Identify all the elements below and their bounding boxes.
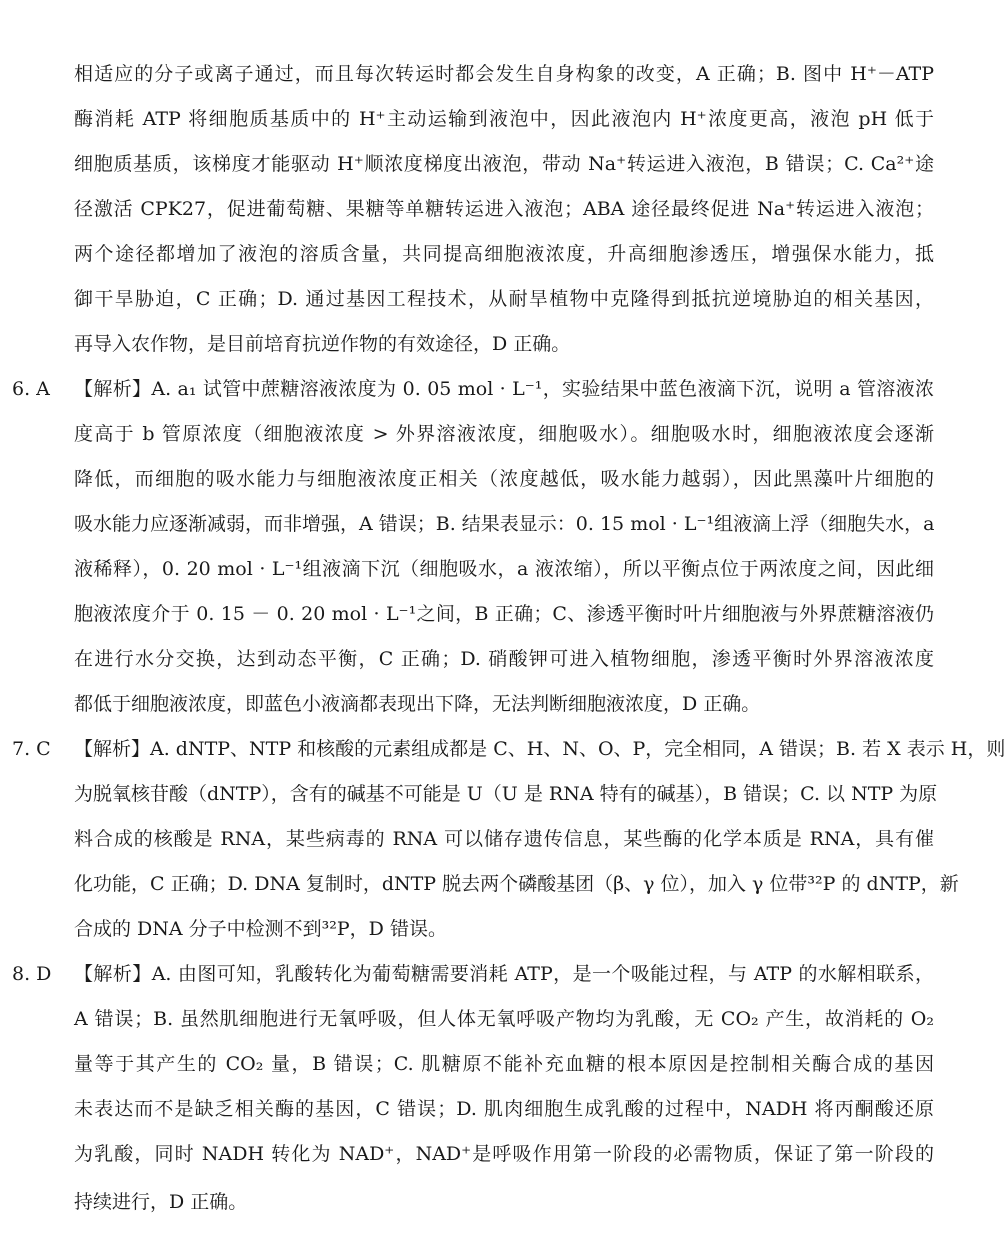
q7-line: 【解析】A. dNTP、NTP 和核酸的元素组成都是 C、H、N、O、P，完全相同，A 错误；B. 若 X 表示 H，则 [74,738,1005,760]
q6-line: 液稀释），0. 20 mol · L⁻¹组液滴下沉（细胞吸水，a 液浓缩），所以平衡点位于两浓度之间，因此细 [74,558,934,580]
q5-line: 相适应的分子或离子通过，而且每次转运时都会发生自身构象的改变，A 正确；B. 图中 H⁺－ATP [74,63,934,85]
q8-line: 量等于其产生的 CO₂ 量，B 错误；C. 肌糖原不能补充血糖的根本原因是控制相关酶合成的基因 [74,1053,934,1075]
q7-line: 化功能，C 正确；D. DNA 复制时，dNTP 脱去两个磷酸基团（β、γ 位），加入 γ 位带³²P 的 dNTP，新 [74,873,959,895]
q6-line: 吸水能力应逐渐减弱，而非增强，A 错误；B. 结果表显示：0. 15 mol · L⁻¹组液滴上浮（细胞失水，a [74,513,935,535]
q6-line: 都低于细胞液浓度，即蓝色小液滴都表现出下降，无法判断细胞液浓度，D 正确。 [74,693,761,715]
q8-cut-off-line-wrapper [0,1180,950,1213]
q6-line: 在进行水分交换，达到动态平衡，C 正确；D. 硝酸钾可进入植物细胞，渗透平衡时外界溶液浓度 [74,648,934,670]
q5-line: 细胞质基质，该梯度才能驱动 H⁺顺浓度梯度出液泡，带动 Na⁺转运进入液泡，B 错误；C. Ca²⁺途 [74,153,934,175]
q5-line: 酶消耗 ATP 将细胞质基质中的 H⁺主动运输到液泡中，因此液泡内 H⁺浓度更高，液泡 pH 低于 [74,108,934,130]
q7-answer-label: 7. C [12,738,51,760]
q7-line: 合成的 DNA 分子中检测不到³²P，D 错误。 [74,918,447,940]
q5-line: 再导入农作物，是目前培育抗逆作物的有效途径，D 正确。 [74,333,571,355]
q6-line: 降低，而细胞的吸水能力与细胞液浓度正相关（浓度越低，吸水能力越弱），因此黑藻叶片细胞的 [74,468,934,490]
q6-line: 胞液浓度介于 0. 15 － 0. 20 mol · L⁻¹之间，B 正确；C、渗透平衡时叶片细胞液与外界蔗糖溶液仍 [74,603,934,625]
q5-line: 径激活 CPK27，促进葡萄糖、果糖等单糖转运进入液泡；ABA 途径最终促进 Na⁺转运进入液泡； [74,198,934,220]
q8-line: 为乳酸，同时 NADH 转化为 NAD⁺，NAD⁺是呼吸作用第一阶段的必需物质，保证了第一阶段的 [74,1143,934,1165]
q6-line: 【解析】A. a₁ 试管中蔗糖溶液浓度为 0. 05 mol · L⁻¹，实验结果中蓝色液滴下沉，说明 a 管溶液浓 [74,378,934,400]
q7-line: 为脱氧核苷酸（dNTP），含有的碱基不可能是 U（U 是 RNA 特有的碱基），B 错误；C. 以 NTP 为原 [74,783,938,805]
q8-line: 持续进行，D 正确。 [74,1191,248,1213]
q7-line: 料合成的核酸是 RNA，某些病毒的 RNA 可以储存遗传信息，某些酶的化学本质是 RNA，具有催 [74,828,934,850]
q8-line: 未表达而不是缺乏相关酶的基因，C 错误；D. 肌肉细胞生成乳酸的过程中，NADH 将丙酮酸还原 [74,1098,934,1120]
q6-line: 度高于 b 管原浓度（细胞液浓度 > 外界溶液浓度，细胞吸水）。细胞吸水时，细胞液浓度会逐渐 [74,423,934,445]
q6-answer-label: 6. A [12,378,50,400]
q8-line: A 错误；B. 虽然肌细胞进行无氧呼吸，但人体无氧呼吸产物均为乳酸，无 CO₂ 产生，故消耗的 O₂ [74,1008,934,1030]
q8-answer-label: 8. D [12,963,52,985]
q5-line: 御干旱胁迫，C 正确；D. 通过基因工程技术，从耐旱植物中克隆得到抵抗逆境胁迫的相关基因， [74,288,934,310]
q5-line: 两个途径都增加了液泡的溶质含量，共同提高细胞液浓度，升高细胞渗透压，增强保水能力，抵 [74,243,934,265]
q8-line: 【解析】A. 由图可知，乳酸转化为葡萄糖需要消耗 ATP，是一个吸能过程，与 ATP 的水解相联系， [74,963,934,985]
